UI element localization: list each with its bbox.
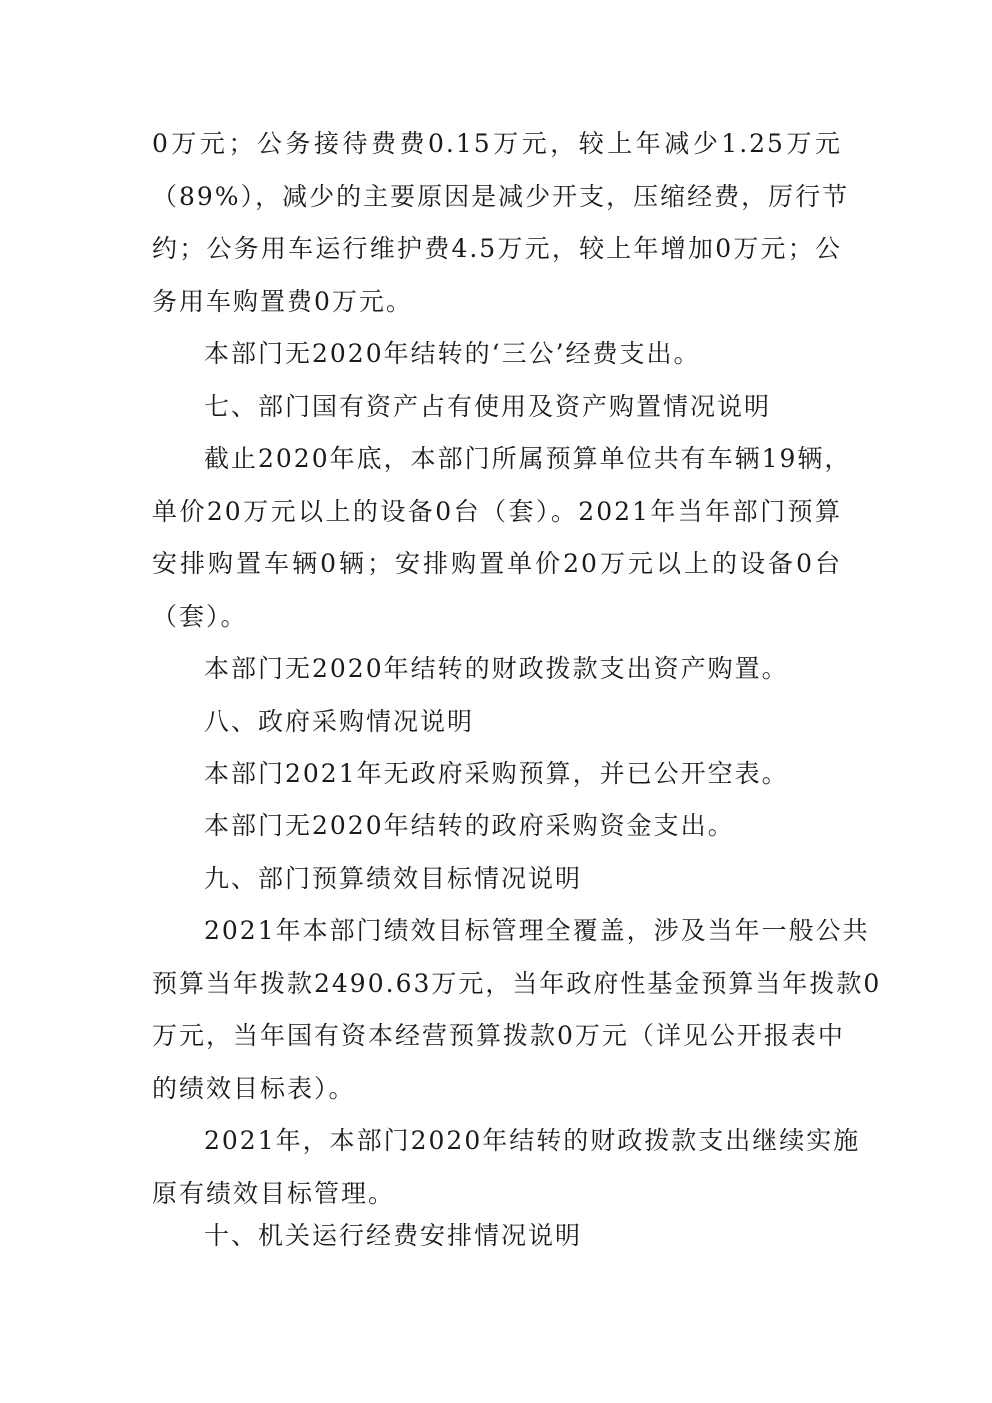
heading-text: 九、部门预算绩效目标情况说明 [204, 864, 583, 893]
text-line: 本部门2021年无政府采购预算，并已公开空表。 [204, 759, 789, 788]
paragraph-no-carryover-procurement [152, 800, 842, 853]
paragraph-official-reception-and-vehicle-costs [152, 118, 850, 328]
text-line: 本部门无2020年结转的‘三公’经费支出。 [204, 339, 701, 368]
paragraph-no-procurement-budget [152, 748, 842, 801]
paragraph-carryover-performance-management [152, 1115, 861, 1220]
text-line: （89%），减少的主要原因是减少开支，压缩经费，厉行节 [152, 181, 850, 211]
paragraph-vehicles-and-equipment [152, 433, 852, 643]
text-line: 截止2020年底，本部门所属预算单位共有车辆19辆， [204, 444, 852, 473]
section-heading-9-performance-targets [152, 853, 842, 906]
text-line: 预算当年拨款2490.63万元，当年政府性基金预算当年拨款0 [152, 968, 882, 998]
heading-text: 十、机关运行经费安排情况说明 [204, 1221, 583, 1250]
text-line: 约；公务用车运行维护费4.5万元，较上年增加0万元；公 [152, 234, 842, 263]
text-line: 2021年，本部门2020年结转的财政拨款支出继续实施 [204, 1126, 861, 1155]
text-line: 0万元；公务接待费费0.15万元，较上年减少1.25万元 [152, 129, 842, 158]
paragraph-performance-target-coverage [152, 905, 882, 1115]
text-line: 原有绩效目标管理。 [152, 1178, 396, 1208]
text-line: 2021年本部门绩效目标管理全覆盖，涉及当年一般公共 [204, 916, 870, 945]
paragraph-no-carryover-asset-purchase [152, 643, 842, 696]
section-heading-7-state-assets [152, 381, 842, 434]
text-line: 单价20万元以上的设备0台（套）。2021年当年部门预算 [152, 496, 842, 526]
section-heading-8-government-procurement [152, 696, 842, 749]
heading-text: 八、政府采购情况说明 [204, 707, 475, 736]
text-line: 务用车购置费0万元。 [152, 286, 413, 316]
text-line: 本部门无2020年结转的政府采购资金支出。 [204, 811, 735, 840]
text-line: 的绩效目标表）。 [152, 1073, 356, 1103]
text-line: 本部门无2020年结转的财政拨款支出资产购置。 [204, 654, 789, 683]
section-heading-10-operating-expenses [152, 1210, 842, 1263]
text-line: 安排购置车辆0辆；安排购置单价20万元以上的设备0台 [152, 549, 842, 578]
paragraph-no-carryover-three-public-expenses [152, 328, 842, 381]
text-line: 万元，当年国有资本经营预算拨款0万元（详见公开报表中 [152, 1021, 845, 1050]
heading-text: 七、部门国有资产占有使用及资产购置情况说明 [204, 392, 772, 421]
text-line: （套）。 [152, 601, 248, 631]
